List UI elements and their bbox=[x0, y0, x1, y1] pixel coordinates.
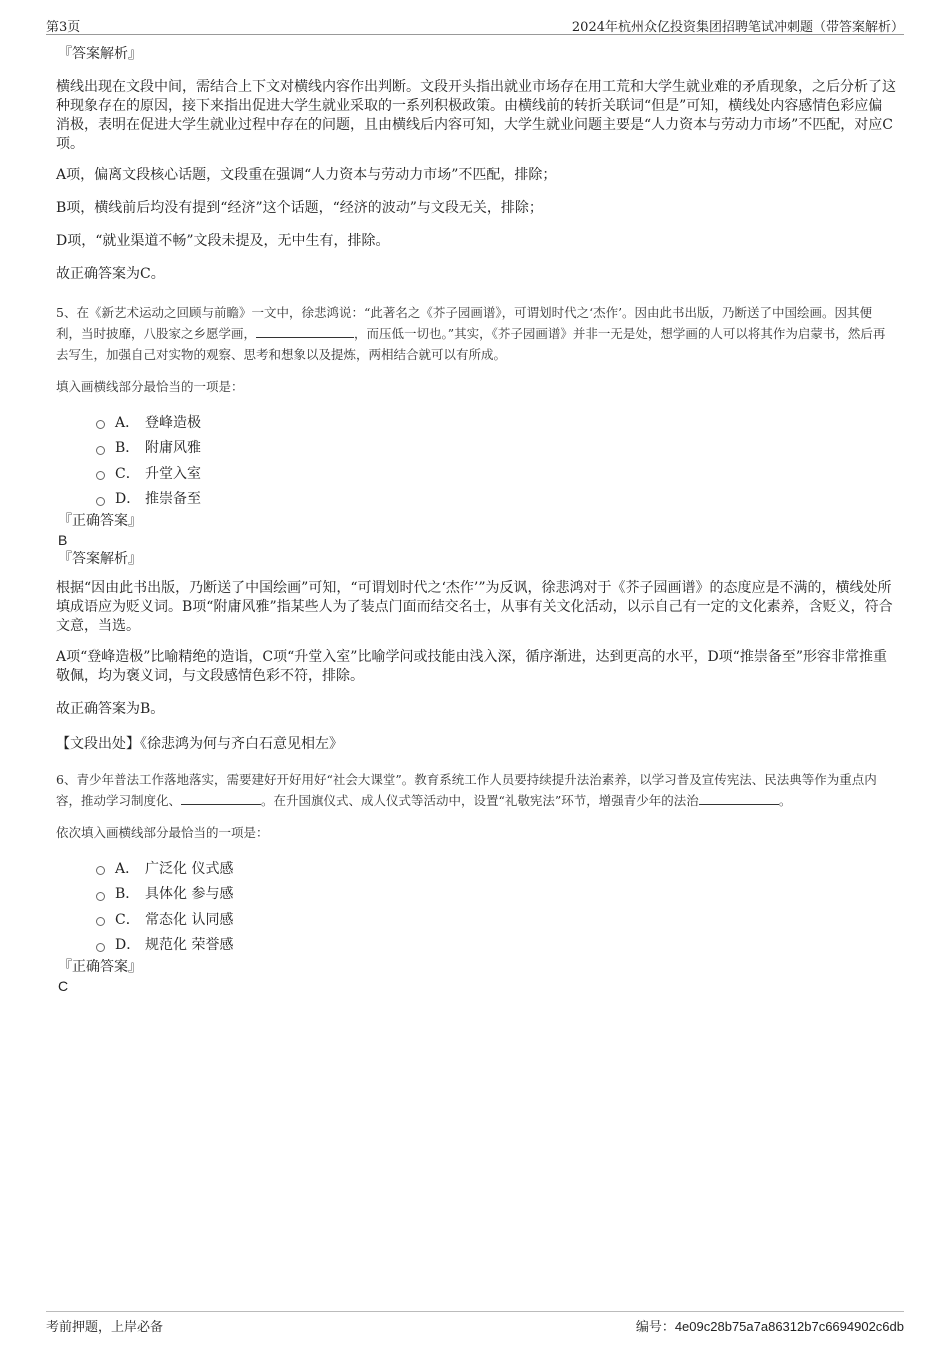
option-c[interactable]: C． 升堂入室 bbox=[96, 460, 896, 486]
question-5-text: 5、在《新艺术运动之回顾与前瞻》一文中，徐悲鸿说：“此著名之《芥子园画谱》，可谓划时代之‘杰作’。因由此书出版，乃断送了中国绘画。因其便利，当时披靡，八股家之乡愿学画， ，而压低一切也。”其实，《芥子园画谱》并非一无是处，想学画的人可以将其作为启蒙书，然后再去写生，加强自己对实物的观察、思考和想象以及提炼，两相结合就可以有所成。 bbox=[56, 305, 886, 362]
correct-answer-label: 『正确答案』 bbox=[58, 513, 142, 529]
page-content bbox=[56, 44, 896, 995]
radio-icon[interactable] bbox=[96, 497, 105, 506]
analysis-paragraph: A项“登峰造极”比喻精绝的造诣，C项“升堂入室”比喻学问或技能由浅入深，循序渐进，达到更高的水平，D项“推崇备至”形容非常推重敬佩，均为褒义词，与文段感情色彩不符，排除。 bbox=[56, 649, 887, 684]
correct-answer: C bbox=[58, 978, 69, 994]
correct-answer-label: 『正确答案』 bbox=[58, 959, 142, 975]
footer-slogan: 考前押题，上岸必备 bbox=[46, 1320, 164, 1335]
conclusion: 故正确答案为B。 bbox=[56, 701, 165, 717]
correct-answer: B bbox=[58, 532, 68, 548]
analysis-paragraph: 横线出现在文段中间，需结合上下文对横线内容作出判断。文段开头指出就业市场存在用工荒和大学生就业难的矛盾现象，之后分析了这种现象存在的原因，接下来指出促进大学生就业采取的一系列积极政策。由横线前的转折关联词“但是”可知，横线处内容感情色彩应偏消极，表明在促进大学生就业过程中存在的问题，且由横线后内容可知，大学生就业问题主要是“人力资本与劳动力市场”不匹配，对应C项。 bbox=[56, 79, 896, 152]
question-5-prompt: 填入画横线部分最恰当的一项是： bbox=[56, 379, 244, 394]
radio-icon[interactable] bbox=[96, 471, 105, 480]
question-6-prompt: 依次填入画横线部分最恰当的一项是： bbox=[56, 825, 269, 840]
radio-icon[interactable] bbox=[96, 943, 105, 952]
conclusion: 故正确答案为C。 bbox=[56, 266, 165, 282]
fill-blank bbox=[256, 324, 354, 338]
fill-blank bbox=[181, 791, 261, 805]
radio-icon[interactable] bbox=[96, 866, 105, 875]
document-code: 编号：4e09c28b75a7a86312b7c6694902c6db bbox=[635, 1319, 904, 1335]
analysis-paragraph: B项，横线前后均没有提到“经济”这个话题，“经济的波动”与文段无关，排除； bbox=[56, 200, 543, 216]
radio-icon[interactable] bbox=[96, 420, 105, 429]
page-header bbox=[46, 14, 904, 35]
analysis-paragraph: D项，“就业渠道不畅”文段未提及，无中生有，排除。 bbox=[56, 233, 390, 249]
option-c[interactable]: C． 常态化 认同感 bbox=[96, 906, 896, 932]
analysis-paragraph: 根据“因由此书出版，乃断送了中国绘画”可知，“可谓划时代之‘杰作’”为反讽，徐悲鸿对于《芥子园画谱》的态度应是不满的，横线处所填成语应为贬义词。B项“附庸风雅”指某些人为了装点门面而结交名士，从事有关文化活动，以示自己有一定的文化素养，含贬义，符合文意，当选。 bbox=[56, 580, 893, 634]
option-d[interactable]: D． 推崇备至 bbox=[96, 486, 896, 512]
document-title: 2024年杭州众亿投资集团招聘笔试冲刺题（带答案解析） bbox=[571, 20, 904, 35]
radio-icon[interactable] bbox=[96, 892, 105, 901]
option-b[interactable]: B． 附庸风雅 bbox=[96, 435, 896, 461]
analysis-label: 『答案解析』 bbox=[58, 46, 142, 62]
option-d[interactable]: D． 规范化 荣誉感 bbox=[96, 932, 896, 958]
radio-icon[interactable] bbox=[96, 446, 105, 455]
passage-source: 【文段出处】《徐悲鸿为何与齐白石意见相左》 bbox=[56, 736, 343, 752]
option-a[interactable]: A． 登峰造极 bbox=[96, 409, 896, 435]
fill-blank bbox=[699, 791, 779, 805]
analysis-label: 『答案解析』 bbox=[58, 551, 142, 567]
option-b[interactable]: B． 具体化 参与感 bbox=[96, 881, 896, 907]
question-6-text: 6、青少年普法工作落地落实，需要建好开好用好“社会大课堂”。教育系统工作人员要持续提升法治素养，以学习普及宣传宪法、民法典等作为重点内容，推动学习制度化、 。在升国旗仪式、成人仪式等活动中，设置“礼敬宪法”环节，增强青少年的法治 。 bbox=[56, 772, 877, 808]
radio-icon[interactable] bbox=[96, 917, 105, 926]
question-6-options bbox=[96, 855, 896, 957]
option-a[interactable]: A． 广泛化 仪式感 bbox=[96, 855, 896, 881]
question-5-options bbox=[96, 409, 896, 511]
analysis-paragraph: A项，偏离文段核心话题，文段重在强调“人力资本与劳动力市场”不匹配，排除； bbox=[56, 167, 557, 183]
page-number: 第3页 bbox=[46, 20, 81, 35]
page-footer bbox=[46, 1311, 904, 1336]
